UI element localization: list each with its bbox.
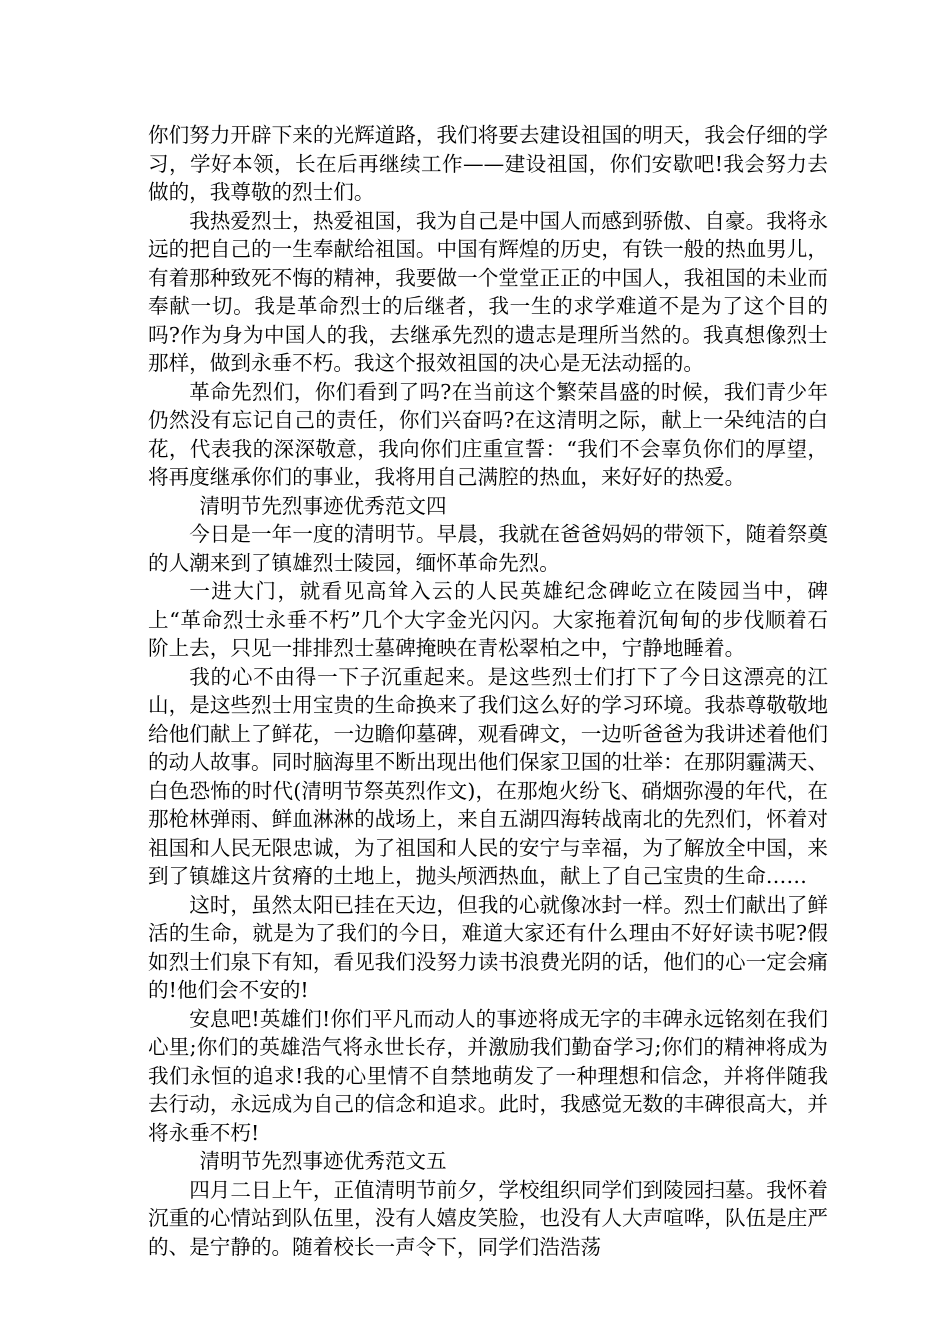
paragraph: 一进大门，就看见高耸入云的人民英雄纪念碑屹立在陵园当中，碑上“革命烈士永垂不朽”几个大字金光闪闪。大家拖着沉甸甸的步伐顺着石阶上去，只见一排排烈士墓碑掩映在青松翠柏之中，宁静地睡着。 <box>148 579 828 660</box>
document-page <box>148 121 828 1261</box>
section-heading: 清明节先烈事迹优秀范文四 <box>199 493 447 518</box>
section-heading: 清明节先烈事迹优秀范文五 <box>199 1149 447 1173</box>
paragraph-continuation: 你们努力开辟下来的光辉道路，我们将要去建设祖国的明天，我会仔细的学习，学好本领，长在后再继续工作——建设祖国，你们安歇吧!我会努力去做的，我尊敬的烈士们。 <box>148 123 828 204</box>
paragraph: 革命先烈们，你们看到了吗?在当前这个繁荣昌盛的时候，我们青少年仍然没有忘记自己的责任，你们兴奋吗?在这清明之际，献上一朵纯洁的白花，代表我的深深敬意，我向你们庄重宣誓：“我们不会辜负你们的厚望，将再度继承你们的事业，我将用自己满腔的热血，来好好的热爱。 <box>148 379 828 489</box>
paragraph: 我的心不由得一下子沉重起来。是这些烈士们打下了今日这漂亮的江山，是这些烈士用宝贵的生命换来了我们这么好的学习环境。我恭尊敬敬地给他们献上了鲜花，一边瞻仰墓碑，观看碑文，一边听爸爸为我讲述着他们的动人故事。同时脑海里不断出现出他们保家卫国的壮举：在那阴霾满天、白色恐怖的时代(清明节祭英烈作文)，在那炮火纷飞、硝烟弥漫的年代，在那枪林弹雨、鲜血淋淋的战场上，来自五湖四海转战南北的先烈们，怀着对祖国和人民无限忠诚，为了祖国和人民的安宁与幸福，为了解放全中国，来到了镇雄这片贫瘠的土地上，抛头颅洒热血，献上了自己宝贵的生命…… <box>148 664 828 888</box>
paragraph: 安息吧!英雄们!你们平凡而动人的事迹将成无字的丰碑永远铭刻在我们心里;你们的英雄浩气将永世长存，并激励我们勤奋学习;你们的精神将成为我们永恒的追求!我的心里情不自禁地萌发了一种理想和信念，并将伴随我去行动，永远成为自己的信念和追求。此时，我感觉无数的丰碑很高大，并将永垂不朽! <box>148 1006 828 1145</box>
paragraph: 我热爱烈士，热爱祖国，我为自己是中国人而感到骄傲、自豪。我将永远的把自己的一生奉献给祖国。中国有辉煌的历史，有铁一般的热血男儿，有着那种致死不悔的精神，我要做一个堂堂正正的中国人，我祖国的未业而奉献一切。我是革命烈士的后继者，我一生的求学难道不是为了这个目的吗?作为身为中国人的我，去继承先烈的遗志是理所当然的。我真想像烈士那样，做到永垂不朽。我这个报效祖国的决心是无法动摇的。 <box>148 208 828 375</box>
paragraph: 今日是一年一度的清明节。早晨，我就在爸爸妈妈的带领下，随着祭奠的人潮来到了镇雄烈士陵园，缅怀革命先烈。 <box>148 522 828 575</box>
paragraph: 这时，虽然太阳已挂在天边，但我的心就像冰封一样。烈士们献出了鲜活的生命，就是为了我们的今日，难道大家还有什么理由不好好读书呢?假如烈士们泉下有知，看见我们没努力读书浪费光阴的话，他们的心一定会痛的!他们会不安的! <box>148 892 828 1002</box>
paragraph: 四月二日上午，正值清明节前夕，学校组织同学们到陵园扫墓。我怀着沉重的心情站到队伍里，没有人嬉皮笑脸，也没有人大声喧哗，队伍是庄严的、是宁静的。随着校长一声令下，同学们浩浩荡 <box>148 1177 828 1259</box>
